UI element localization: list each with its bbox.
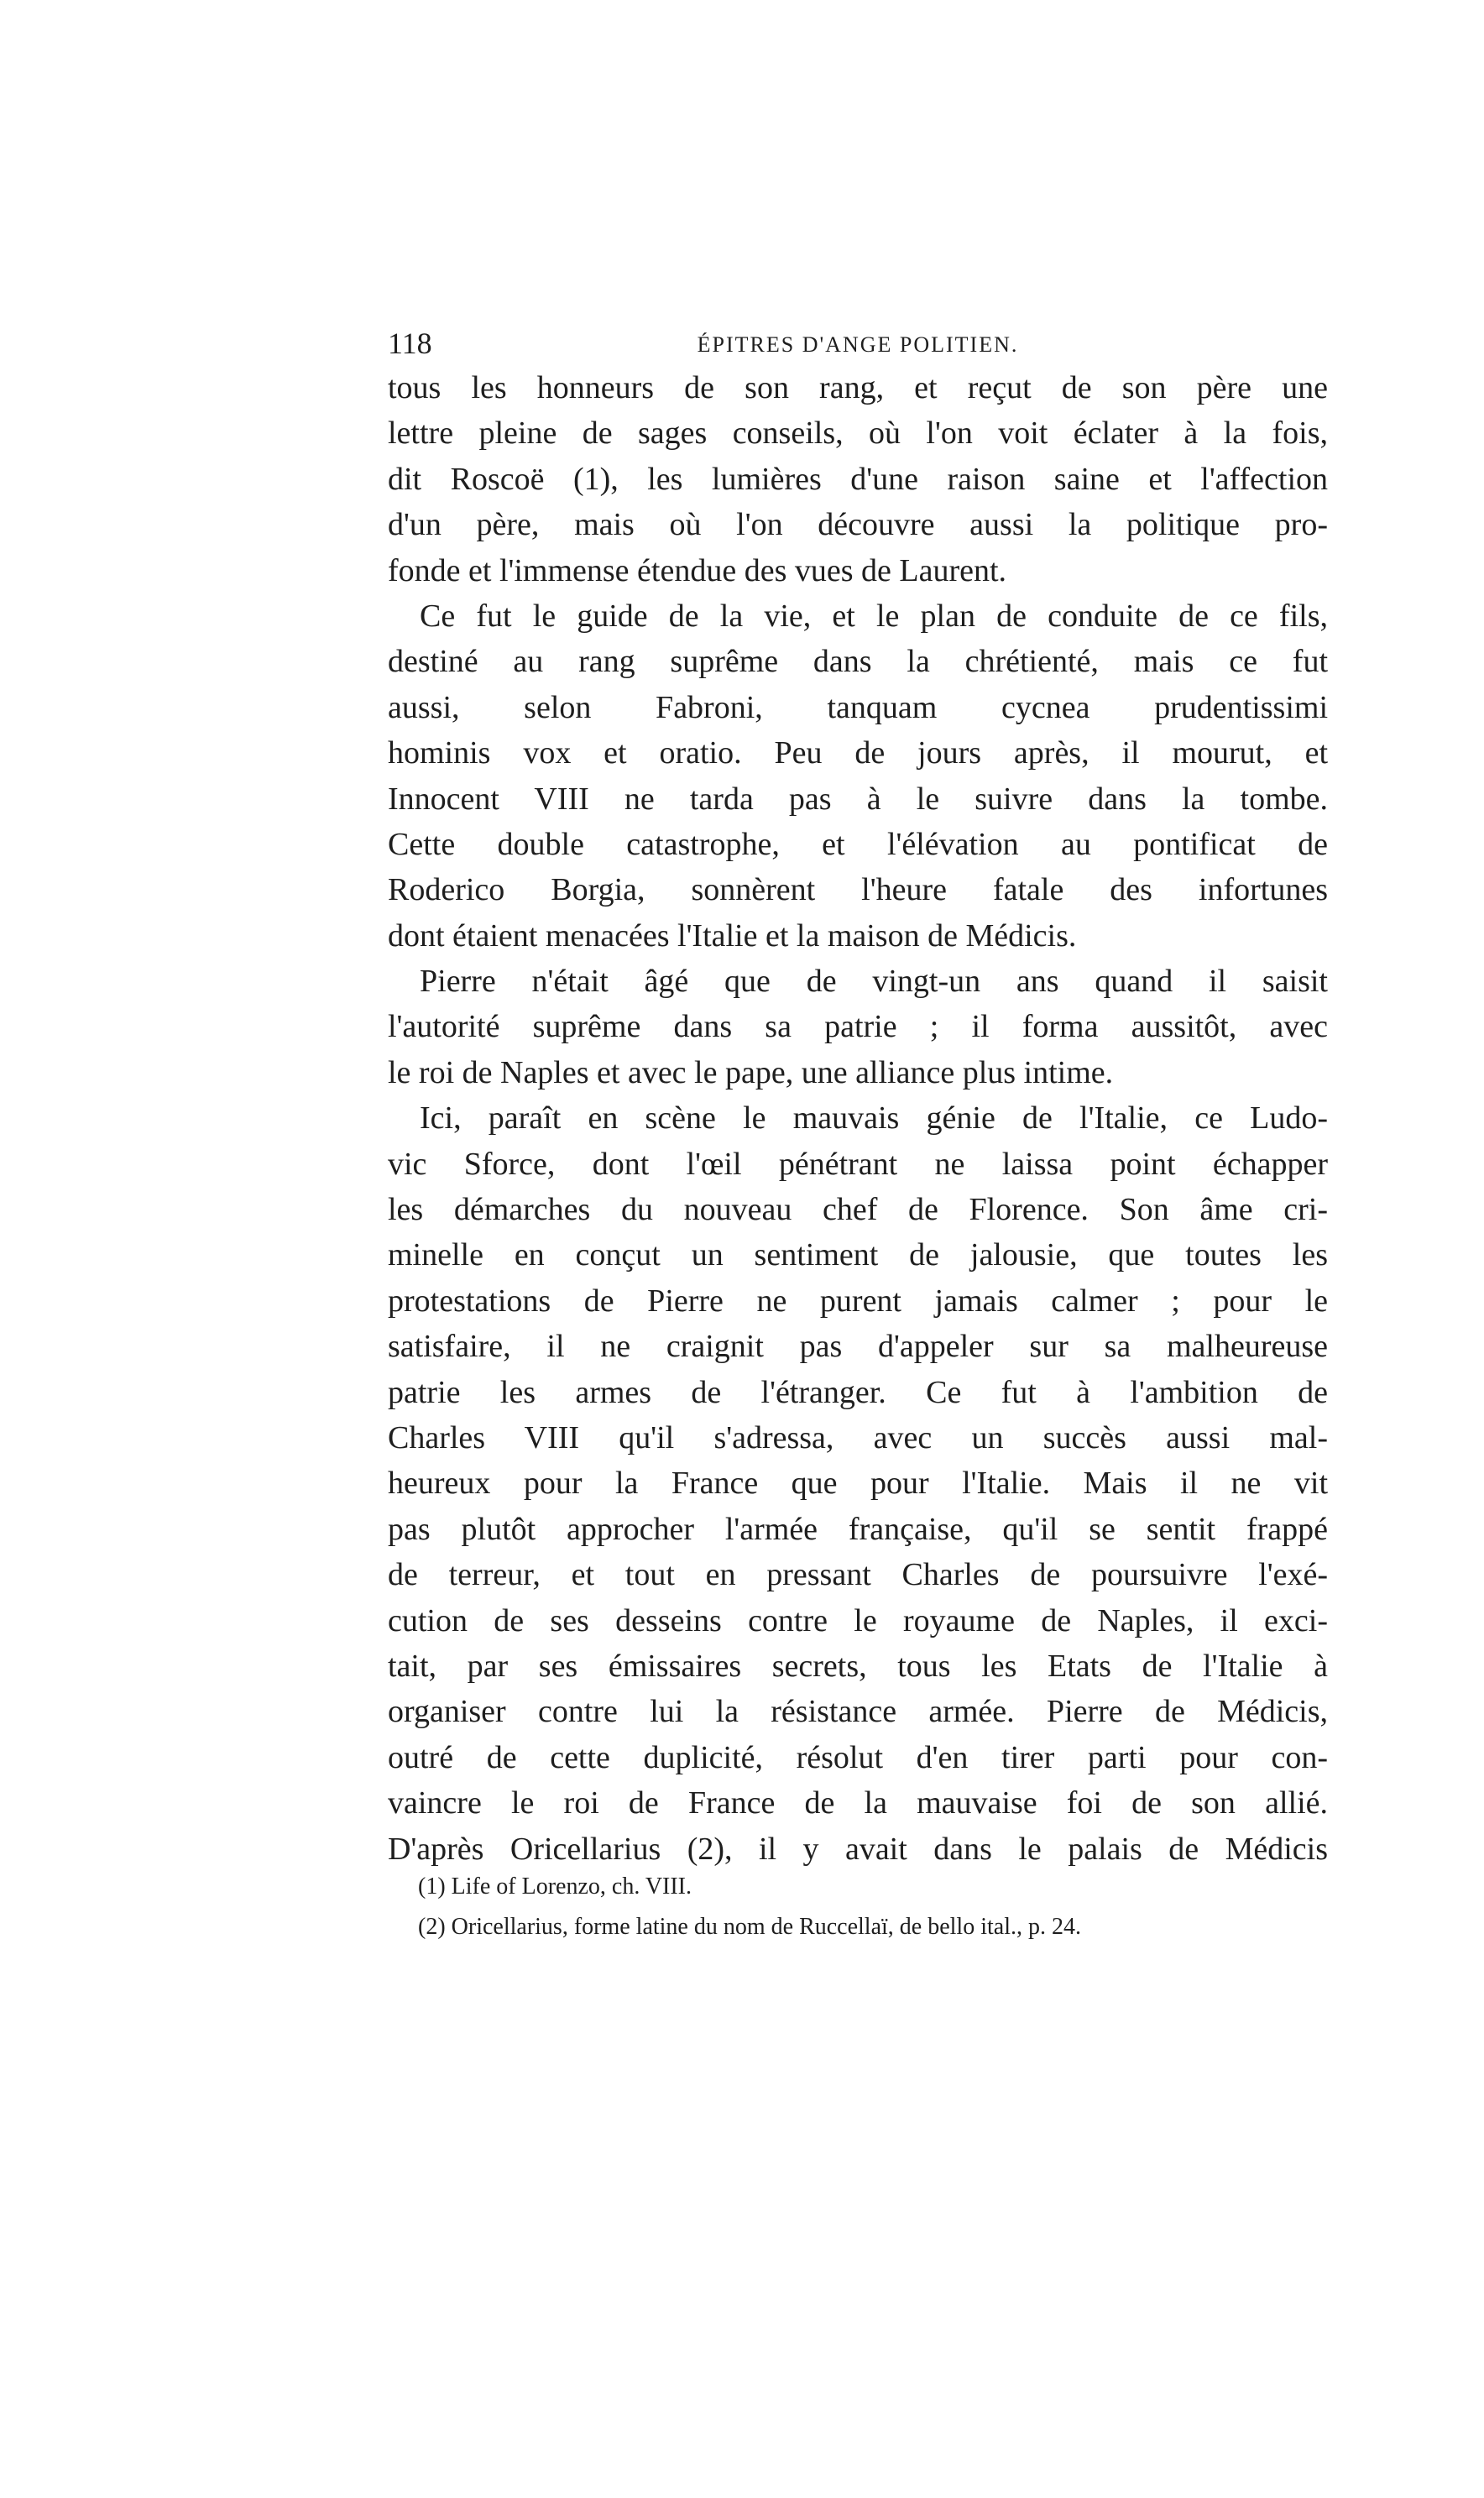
footnotes <box>388 1867 1328 1947</box>
text-line: pas plutôt approcher l'armée française, qu'il se sentit frappé <box>388 1511 1328 1547</box>
text-line: organiser contre lui la résistance armée. Pierre de Médicis, <box>388 1694 1328 1730</box>
page-header <box>388 322 1328 364</box>
text-line: fonde et l'immense étendue des vues de Laurent. <box>388 552 1007 588</box>
paragraph-start-line: Ce fut le guide de la vie, et le plan de conduite de ce fils, <box>420 598 1328 634</box>
text-line: minelle en conçut un sentiment de jalousie, que toutes les <box>388 1237 1328 1273</box>
text-line: l'autorité suprême dans sa patrie ; il forma aussitôt, avec <box>388 1009 1328 1045</box>
text-line: tous les honneurs de son rang, et reçut de son père une <box>388 370 1328 405</box>
text-line: le roi de Naples et avec le pape, une alliance plus intime. <box>388 1054 1114 1090</box>
text-line: vaincre le roi de France de la mauvaise foi de son allié. <box>388 1785 1328 1821</box>
text-line: Roderico Borgia, sonnèrent l'heure fatale des infortunes <box>388 872 1328 908</box>
text-line: protestations de Pierre ne purent jamais calmer ; pour le <box>388 1283 1328 1319</box>
text-line: lettre pleine de sages conseils, où l'on voit éclater à la fois, <box>388 415 1328 452</box>
running-title: ÉPITRES D'ANGE POLITIEN. <box>697 332 1019 357</box>
text-line: satisfaire, il ne craignit pas d'appeler sur sa malheureuse <box>388 1329 1328 1365</box>
text-line: outré de cette duplicité, résolut d'en tirer parti pour con- <box>388 1739 1328 1775</box>
text-line: vic Sforce, dont l'œil pénétrant ne laissa point échapper <box>388 1146 1328 1182</box>
text-line: D'après Oricellarius (2), il y avait dans le palais de Médicis <box>388 1831 1328 1867</box>
footnote: (2) Oricellarius, forme latine du nom de Ruccellaï, de bello ital., p. 24. <box>418 1914 1081 1940</box>
paragraph-start-line: Pierre n'était âgé que de vingt-un ans quand il saisit <box>420 964 1328 1000</box>
body-text <box>388 365 1328 1872</box>
text-line: d'un père, mais où l'on découvre aussi la politique pro- <box>388 507 1328 543</box>
page-number: 118 <box>388 327 432 360</box>
text-line: dont étaient menacées l'Italie et la maison de Médicis. <box>388 917 1077 954</box>
paragraph-start-line: Ici, paraît en scène le mauvais génie de l'Italie, ce Ludo- <box>420 1100 1328 1137</box>
text-line: Cette double catastrophe, et l'élévation au pontificat de <box>388 826 1328 862</box>
text-line: de terreur, et tout en pressant Charles de poursuivre l'exé- <box>388 1557 1328 1593</box>
text-line: Charles VIII qu'il s'adressa, avec un succès aussi mal- <box>388 1419 1328 1455</box>
text-line: hominis vox et oratio. Peu de jours après, il mourut, et <box>388 735 1328 771</box>
text-line: patrie les armes de l'étranger. Ce fut à l'ambition de <box>388 1374 1328 1410</box>
text-line: heureux pour la France que pour l'Italie. Mais il ne vit <box>388 1466 1328 1502</box>
text-line: destiné au rang suprême dans la chrétienté, mais ce fut <box>388 644 1328 680</box>
footnote: (1) Life of Lorenzo, ch. VIII. <box>418 1874 692 1900</box>
text-line: cution de ses desseins contre le royaume de Naples, il exci- <box>388 1602 1328 1638</box>
text-line: tait, par ses émissaires secrets, tous les Etats de l'Italie à <box>388 1648 1328 1684</box>
text-line: Innocent VIII ne tarda pas à le suivre dans la tombe. <box>388 781 1328 817</box>
text-line: les démarches du nouveau chef de Florence. Son âme cri- <box>388 1192 1328 1228</box>
text-line: dit Roscoë (1), les lumières d'une raison saine et l'affection <box>388 461 1328 497</box>
text-line: aussi, selon Fabroni, tanquam cycnea prudentissimi <box>388 689 1328 725</box>
